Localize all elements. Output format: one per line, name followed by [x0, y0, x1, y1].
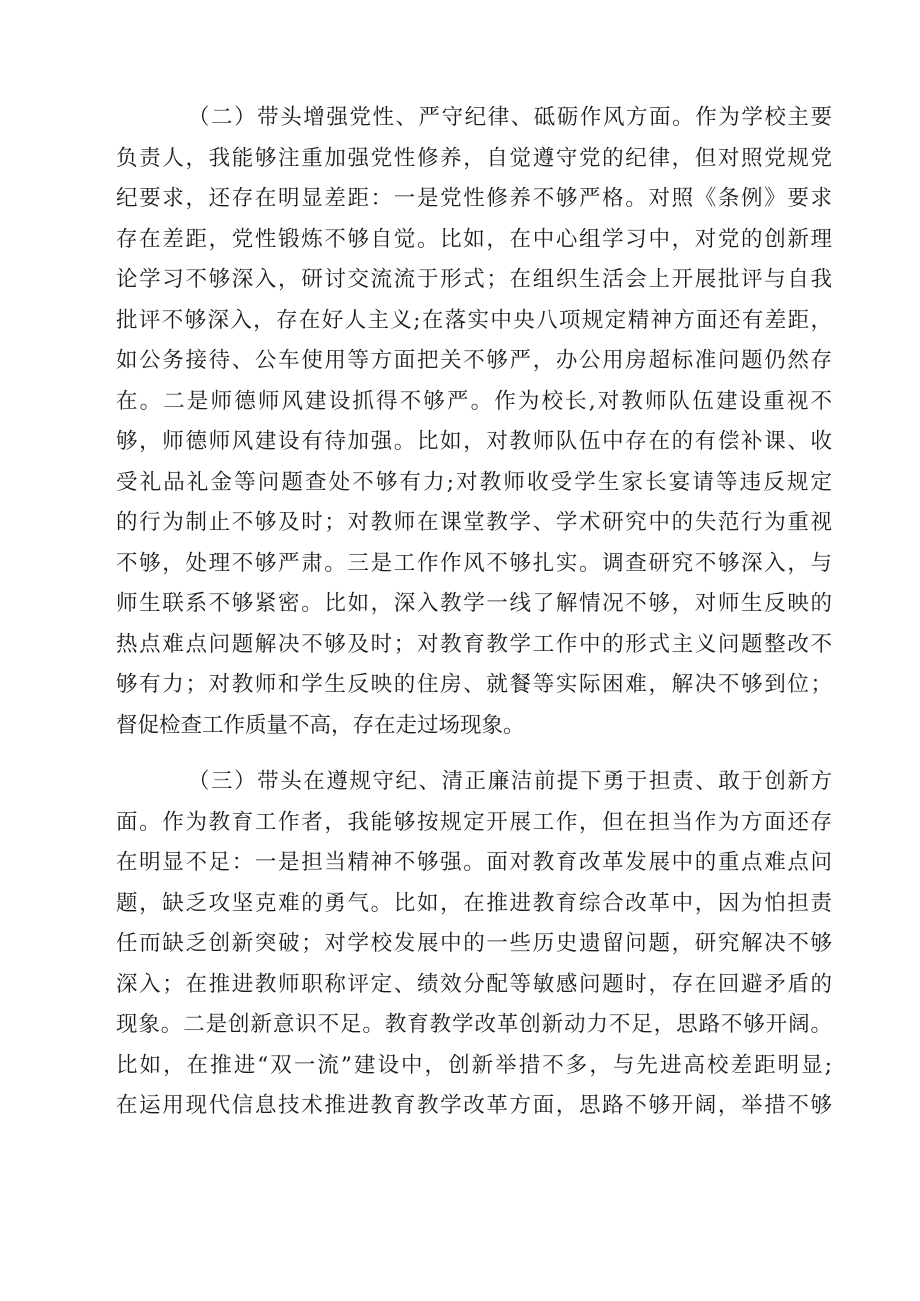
paragraph-line: 纪要求，还存在明显差距：一是党性修养不够严格。对照《条例》要求	[116, 186, 832, 211]
paragraph-line: 够有力；对教师和学生反映的住房、就餐等实际困难，解决不够到位；	[116, 672, 832, 697]
paragraph-line: 热点难点问题解决不够及时；对教育教学工作中的形式主义问题整改不	[116, 631, 832, 657]
paragraph-line: 存在差距，党性锻炼不够自觉。比如，在中心组学习中，对党的创新理	[116, 226, 832, 252]
paragraph-line: 在。二是师德师风建设抓得不够严。作为校长,对教师队伍建设重视不	[116, 388, 832, 414]
paragraph-line: 在明显不足：一是担当精神不够强。面对教育改革发展中的重点难点问	[116, 850, 832, 875]
paragraph-line: 面。作为教育工作者，我能够按规定开展工作，但在担当作为方面还存	[116, 809, 832, 835]
paragraph-line: 负责人，我能够注重加强党性修养，自觉遵守党的纪律，但对照党规党	[116, 145, 832, 171]
paragraph-line: 任而缺乏创新突破；对学校发展中的一些历史遗留问题，研究解决不够	[116, 931, 832, 956]
paragraph-line: 论学习不够深入，研讨交流流于形式；在组织生活会上开展批评与自我	[116, 267, 832, 292]
paragraph-line: 够，师德师风建设有待加强。比如，对教师队伍中存在的有偿补课、收	[116, 429, 832, 454]
paragraph-line: 批评不够深入，存在好人主义;在落实中央八项规定精神方面还有差距，	[116, 307, 832, 333]
paragraph-line: 的行为制止不够及时；对教师在课堂教学、学术研究中的失范行为重视	[116, 510, 832, 535]
paragraph-line: （三）带头在遵规守纪、清正廉洁前提下勇于担责、敢于创新方	[188, 769, 832, 794]
paragraph-line: 现象。二是创新意识不足。教育教学改革创新动力不足，思路不够开阔。	[116, 1012, 832, 1037]
paragraph-line: 督促检查工作质量不高，存在走过场现象。	[116, 712, 525, 738]
paragraph-line: 如公务接待、公车使用等方面把关不够严，办公用房超标准问题仍然存	[116, 348, 832, 373]
paragraph-line: 不够，处理不够严肃。三是工作作风不够扎实。调查研究不够深入，与	[116, 550, 832, 576]
paragraph-line: 在运用现代信息技术推进教育教学改革方面，思路不够开阔，举措不够	[116, 1093, 832, 1118]
paragraph-line: 受礼品礼金等问题查处不够有力;对教师收受学生家长宴请等违反规定	[116, 469, 832, 495]
paragraph-line: 比如，在推进“双一流”建设中，创新举措不多，与先进高校差距明显;	[116, 1052, 832, 1078]
paragraph-line: （二）带头增强党性、严守纪律、砥砺作风方面。作为学校主要	[188, 105, 832, 130]
paragraph-line: 深入；在推进教师职称评定、绩效分配等敏感问题时，存在回避矛盾的	[116, 971, 832, 997]
paragraph-line: 师生联系不够紧密。比如，深入教学一线了解情况不够，对师生反映的	[116, 591, 832, 616]
paragraph-line: 题，缺乏攻坚克难的勇气。比如，在推进教育综合改革中，因为怕担责	[116, 890, 832, 916]
